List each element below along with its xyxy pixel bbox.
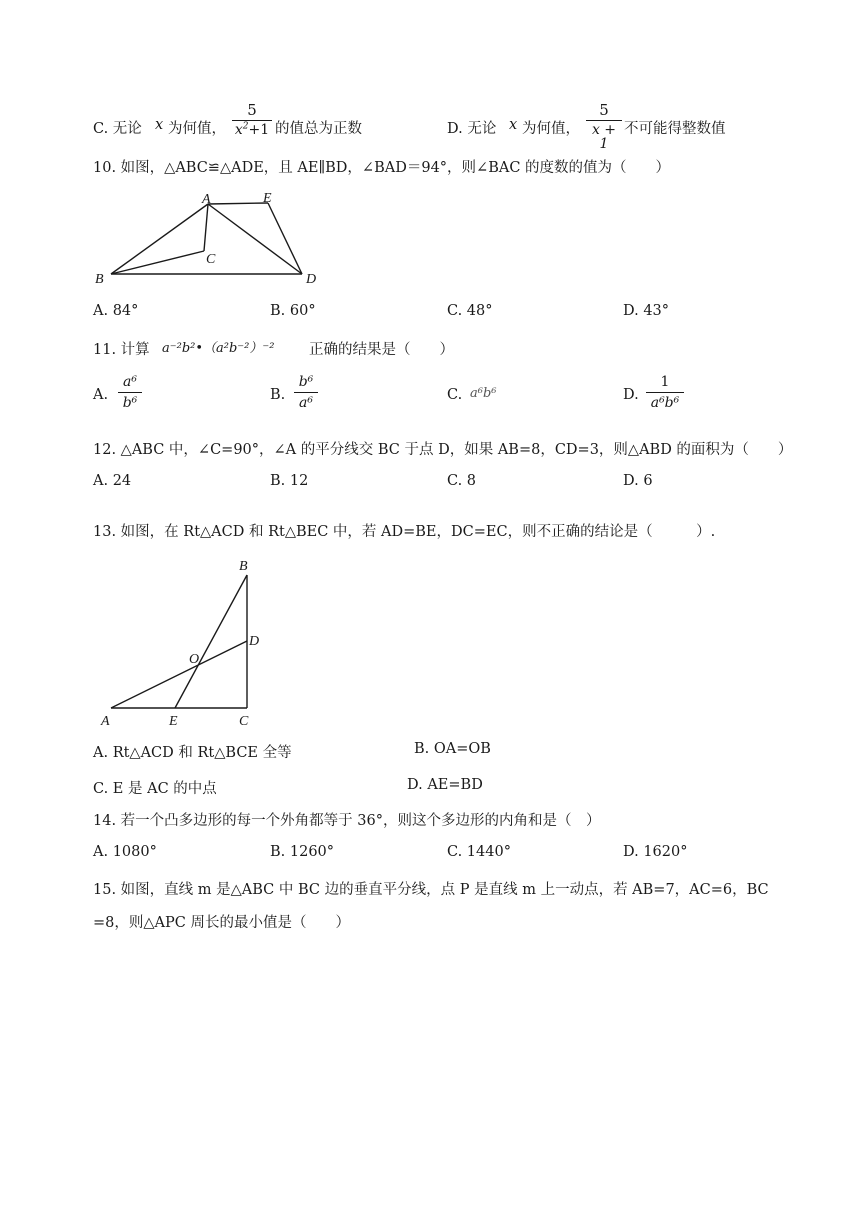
q9-optc-num: 5 (247, 101, 257, 119)
q10-label-d: D (306, 272, 317, 287)
q11-optb-fraction (294, 375, 318, 410)
q11-opta-num: a⁶ (123, 374, 137, 390)
q10-option-b: B. 60° (270, 303, 316, 319)
q11-optb-label: B. (270, 387, 286, 403)
q12-stem: 12. △ABC 中，∠C=90°，∠A 的平分线交 BC 于点 D，如果 AB=8，CD=3，则△ABD 的面积为（ ） (93, 442, 793, 458)
q11-opta-fraction (118, 375, 142, 410)
q13-label-d: D (249, 634, 260, 649)
q14-option-b: B. 1260° (270, 844, 335, 860)
q10-option-d: D. 43° (623, 303, 670, 319)
q9-optd-suffix: 不可能得整数值 (624, 121, 726, 137)
q10-stem: 10. 如图，△ABC≌△ADE，且 AE∥BD，∠BAD＝94°，则∠BAC 的度数的值为（ ） (93, 160, 671, 176)
q10-label-a: A (202, 192, 211, 207)
q11-stem-expr: a⁻²b²•（a²b⁻²）⁻² (162, 341, 275, 356)
q9-optd-mid: 为何值， (522, 121, 580, 137)
q10-option-c: C. 48° (447, 303, 493, 319)
q14-option-c: C. 1440° (447, 844, 511, 860)
q13-option-a: A. Rt△ACD 和 Rt△BCE 全等 (93, 745, 292, 761)
q13-label-e: E (169, 714, 178, 729)
q11-optc-label: C. (447, 387, 463, 403)
q9-optc-fraction (232, 103, 272, 137)
q10-label-b: B (95, 272, 104, 287)
q9-optc-prefix: C. 无论 (93, 121, 142, 137)
q9-optc-den: $x^2+1$ (234, 121, 270, 138)
q9-optc-suffix: 的值总为正数 (275, 121, 362, 137)
q9-optd-num: 5 (599, 101, 609, 119)
q13-stem: 13. 如图，在 Rt△ACD 和 Rt△BEC 中，若 AD=BE，DC=EC，则不正确的结论是（ ）. (93, 524, 716, 540)
q9-optc-var: x (155, 117, 164, 133)
q13-figure (95, 555, 275, 730)
q9-optd-var: x (509, 117, 518, 133)
q11-optc-value: a⁶b⁶ (470, 386, 497, 401)
q11-opta-den: b⁶ (122, 395, 138, 411)
q10-figure (90, 186, 330, 290)
q12-option-d: D. 6 (623, 473, 653, 489)
q11-optb-num: b⁶ (298, 374, 314, 390)
q14-option-a: A. 1080° (93, 844, 157, 860)
q12-option-a: A. 24 (93, 473, 132, 489)
q11-optb-den: a⁶ (299, 395, 313, 411)
q15-stem-line2: =8，则△APC 周长的最小值是（ ） (93, 915, 350, 931)
q13-label-a: A (101, 714, 110, 729)
q15-stem-line1: 15. 如图，直线 m 是△ABC 中 BC 边的垂直平分线，点 P 是直线 m 上一动点，若 AB=7，AC=6，BC (93, 882, 769, 898)
q9-optd-fraction (586, 103, 622, 151)
q14-stem: 14. 若一个凸多边形的每一个外角都等于 36°，则这个多边形的内角和是（ ） (93, 813, 601, 829)
q9-optd-den: x + 1 (591, 122, 617, 152)
q13-label-b: B (239, 559, 248, 574)
q10-label-c: C (206, 252, 216, 267)
q10-option-a: A. 84° (93, 303, 139, 319)
q11-opta-label: A. (93, 387, 109, 403)
q11-optd-fraction (646, 375, 684, 410)
q13-option-b: B. OA=OB (414, 741, 491, 757)
q13-option-c: C. E 是 AC 的中点 (93, 781, 217, 797)
q11-optd-label: D. (623, 387, 639, 403)
q10-label-e: E (263, 191, 272, 206)
q11-optd-den: a⁶b⁶ (650, 395, 680, 411)
q11-stem-prefix: 11. 计算 (93, 342, 150, 358)
q9-optd-prefix: D. 无论 (447, 121, 497, 137)
q12-option-c: C. 8 (447, 473, 477, 489)
q14-option-d: D. 1620° (623, 844, 688, 860)
q13-label-o: O (189, 652, 200, 667)
q11-optd-num: 1 (660, 374, 670, 390)
q13-option-d: D. AE=BD (407, 777, 483, 793)
q12-option-b: B. 12 (270, 473, 309, 489)
q9-optc-mid: 为何值， (168, 121, 226, 137)
q11-stem-suffix: 正确的结果是（ ） (309, 342, 454, 358)
q13-label-c: C (239, 714, 249, 729)
